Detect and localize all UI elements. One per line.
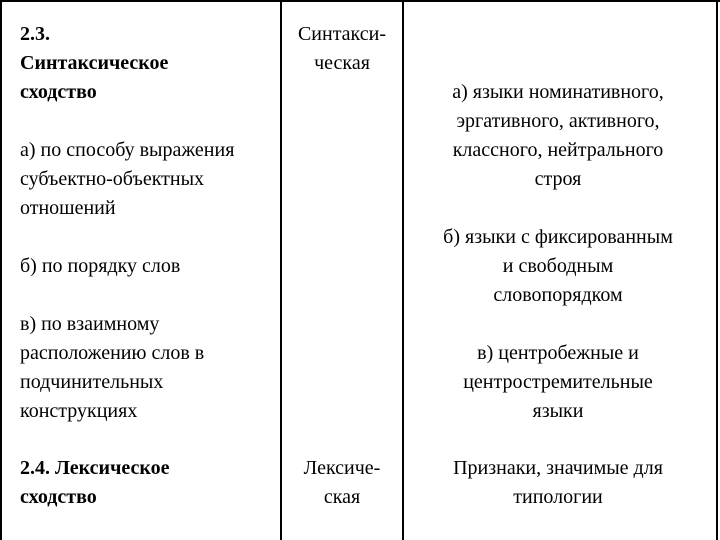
criterion-line: отношений	[20, 197, 116, 219]
types-line: языки	[532, 400, 584, 422]
types-line: словопорядком	[493, 284, 623, 306]
row-lexical-type	[284, 454, 400, 512]
type-line: Лексиче-	[303, 457, 381, 479]
criterion-line: расположению слов в	[20, 342, 205, 364]
lexical-features	[408, 454, 708, 512]
types-line: типологии	[513, 486, 603, 508]
table-left-border	[0, 0, 2, 540]
types-line: эргативного, активного,	[456, 110, 660, 132]
heading-line: сходство	[20, 81, 97, 103]
types-line: центростремительные	[463, 371, 653, 393]
language-types-a	[408, 78, 708, 194]
types-line: классного, нейтрального	[452, 139, 664, 161]
table-right-border	[716, 0, 718, 540]
types-line: Признаки, значимые для	[453, 457, 663, 479]
heading-line: сходство	[20, 486, 97, 508]
column-divider-1	[280, 0, 282, 540]
types-line: а) языки номинативного,	[452, 81, 664, 103]
criterion-b	[20, 252, 280, 281]
table-top-border	[0, 0, 720, 2]
criterion-line: субъектно-объектных	[20, 168, 205, 190]
type-line: Синтакси-	[297, 23, 387, 45]
criterion-line: конструкциях	[20, 400, 138, 422]
type-line: ская	[323, 486, 361, 508]
language-types-b	[408, 223, 708, 310]
types-line: и свободным	[502, 255, 614, 277]
row-lexical-heading	[20, 454, 280, 512]
heading-line: Синтаксическое	[20, 52, 169, 74]
heading-line: 2.4. Лексическое	[20, 457, 170, 479]
heading-line: 2.3.	[20, 23, 50, 45]
row-syntax-type	[284, 20, 400, 78]
criterion-a	[20, 136, 280, 223]
column-divider-2	[402, 0, 404, 540]
row-syntax-heading	[20, 20, 280, 107]
criterion-c	[20, 310, 280, 426]
types-line: строя	[534, 168, 582, 190]
types-line: в) центробежные и	[477, 342, 639, 364]
criterion-line: подчинительных	[20, 371, 164, 393]
criterion-line: в) по взаимному	[20, 313, 160, 335]
criterion-line: б) по порядку слов	[20, 255, 181, 277]
criterion-line: а) по способу выражения	[20, 139, 235, 161]
language-types-c	[408, 339, 708, 426]
types-line: б) языки с фиксированным	[443, 226, 673, 248]
type-line: ческая	[314, 52, 370, 74]
